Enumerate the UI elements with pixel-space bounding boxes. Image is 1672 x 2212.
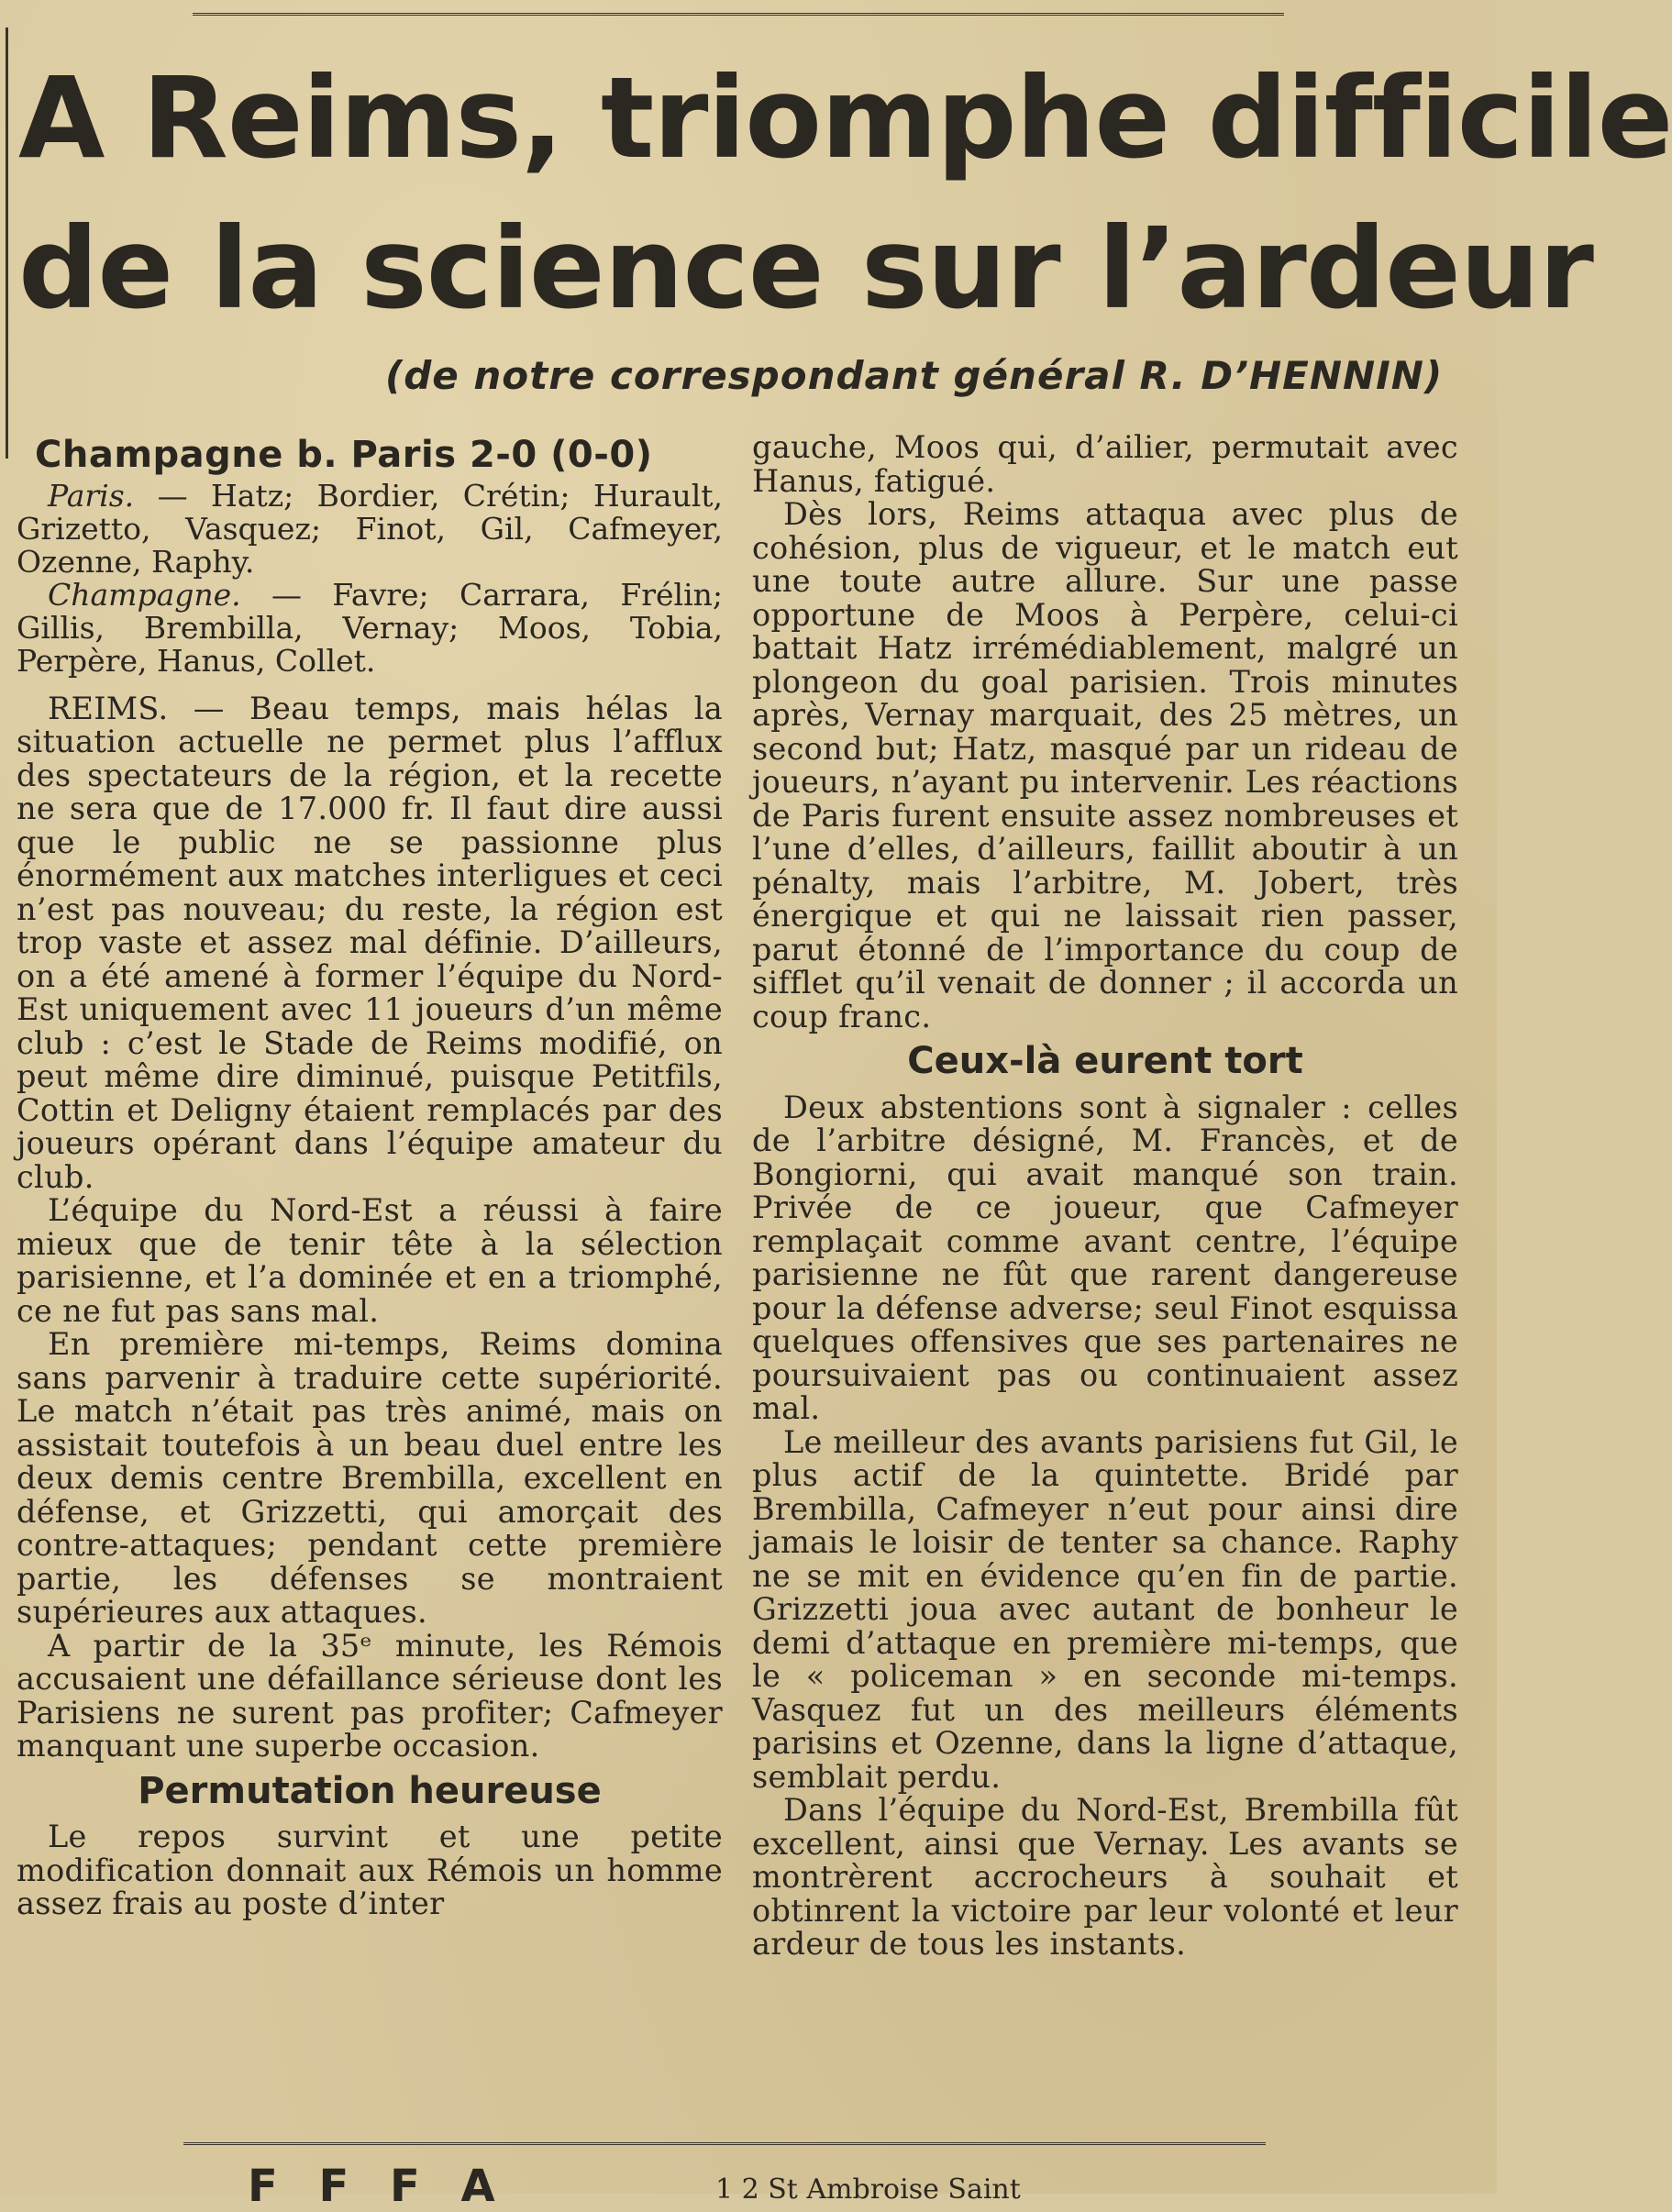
bottom-rule	[183, 2142, 1266, 2148]
byline: (de notre correspondant général R. D’HENNIN)	[385, 353, 1444, 398]
paragraph: L’équipe du Nord-Est a réussi à faire mieux que de tenir tête à la sélection parisienne, et l’a dominée et en a triomphé, ce ne fut pas sans mal.	[17, 1192, 723, 1329]
team-champagne-label: Champagne.	[48, 576, 241, 613]
team-paris-label: Paris.	[48, 477, 135, 514]
lineup-champagne	[17, 576, 723, 679]
top-rule	[193, 13, 1284, 18]
paragraph: Dans l’équipe du Nord-Est, Brembilla fût excellent, ainsi que Vernay. Les avants se montrèrent accrocheurs à souhait et obtinrent la victoire par leur volonté et leur ardeur de tous les instants.	[752, 1792, 1458, 1962]
footer-fragment-2: 1 2 St Ambroise Saint	[715, 2173, 1021, 2206]
headline-line-2: de la science sur l’ardeur	[18, 204, 1593, 334]
article-column-right	[752, 431, 1458, 1962]
article-column-left	[17, 431, 723, 1921]
paragraph: Le repos survint et une petite modification donnait aux Rémois un homme assez frais au poste d’inter	[17, 1819, 723, 1921]
paragraph: gauche, Moos qui, d’ailier, permutait avec Hanus, fatigué.	[752, 429, 1458, 499]
headline-line-1: A Reims, triomphe difficile	[18, 53, 1672, 183]
paragraph: Dès lors, Reims attaqua avec plus de cohésion, plus de vigueur, et le match eut une toute autre allure. Sur une passe opportune de Moos à Perpère, celui-ci battait Hatz irrémédiablement, malgré un plongeon du goal parisien. Trois minutes après, Vernay marquait, des 25 mètres, un second but; Hatz, masqué par un rideau de joueurs, n’ayant pu intervenir. Les réactions de Paris furent ensuite assez nombreuses et l’une d’elles, d’ailleurs, faillit aboutir à un pénalty, mais l’arbitre, M. Jobert, très énergique et qui ne laissait rien passer, parut étonné de l’importance du coup de sifflet qu’il venait de donner ; il accorda un coup franc.	[752, 496, 1458, 1034]
paragraph: Deux abstentions sont à signaler : celles de l’arbitre désigné, M. Francès, et de Bongiorni, qui avait manqué son train. Privée de ce joueur, que Cafmeyer remplaçait comme avant centre, l’équipe parisienne ne fût que rarent dangereuse pour la défense adverse; seul Finot esquissa quelques offensives que ses partenaires ne poursuivaient pas ou continuaient assez mal.	[752, 1089, 1458, 1426]
match-score: Champagne b. Paris 2-0 (0-0)	[35, 434, 653, 476]
footer-fragment: F F F A	[248, 2161, 508, 2212]
lineup-paris	[17, 477, 723, 580]
subheading-ceux-la: Ceux-là eurent tort	[907, 1040, 1303, 1082]
paragraph: REIMS. — Beau temps, mais hélas la situation actuelle ne permet plus l’afflux des spectateurs de la région, et la recette ne sera que de 17.000 fr. Il faut dire aussi que le public ne se passionne plus énormément aux matches interligues et ceci n’est pas nouveau; du reste, la région est trop vaste et assez mal définie. D’ailleurs, on a été amené à former l’équipe du Nord-Est uniquement avec 11 joueurs d’un même club : c’est le Stade de Reims modifié, on peut même dire diminué, puisque Petitfils, Cottin et Deligny étaient remplacés par des joueurs opérant dans l’équipe amateur du club.	[17, 690, 723, 1195]
paragraph: A partir de la 35ᵉ minute, les Rémois accusaient une défaillance sérieuse dont les Parisiens ne surent pas profiter; Cafmeyer manquant une superbe occasion.	[17, 1627, 723, 1764]
team-paris-players: — Hatz; Bordier, Crétin; Hurault, Grizetto, Vasquez; Finot, Gil, Cafmeyer, Ozenne, Raphy.	[17, 477, 723, 580]
paragraph: Le meilleur des avants parisiens fut Gil, le plus actif de la quintette. Bridé par Brembilla, Cafmeyer n’eut pour ainsi dire jamais le loisir de tenter sa chance. Raphy ne se mit en évidence qu’en fin de partie. Grizzetti joua avec autant de bonheur le demi d’attaque en première mi-temps, que le « policeman » en seconde mi-temps. Vasquez fut un des meilleurs éléments parisins et Ozenne, dans la ligne d’attaque, semblait perdu.	[752, 1423, 1458, 1795]
team-champagne-players: — Favre; Carrara, Frélin; Gillis, Brembilla, Vernay; Moos, Tobia, Perpère, Hanus, Collet.	[17, 576, 723, 679]
paragraph: En première mi-temps, Reims domina sans parvenir à traduire cette supériorité. Le match n’était pas très animé, mais on assistait toutefois à un beau duel entre les deux demis centre Brembilla, excellent en défense, et Grizzetti, qui amorçait des contre-attaques; pendant cette première partie, les défenses se montraient supérieures aux attaques.	[17, 1326, 723, 1630]
subheading-permutation: Permutation heureuse	[138, 1769, 602, 1812]
left-margin-rule	[6, 28, 8, 459]
